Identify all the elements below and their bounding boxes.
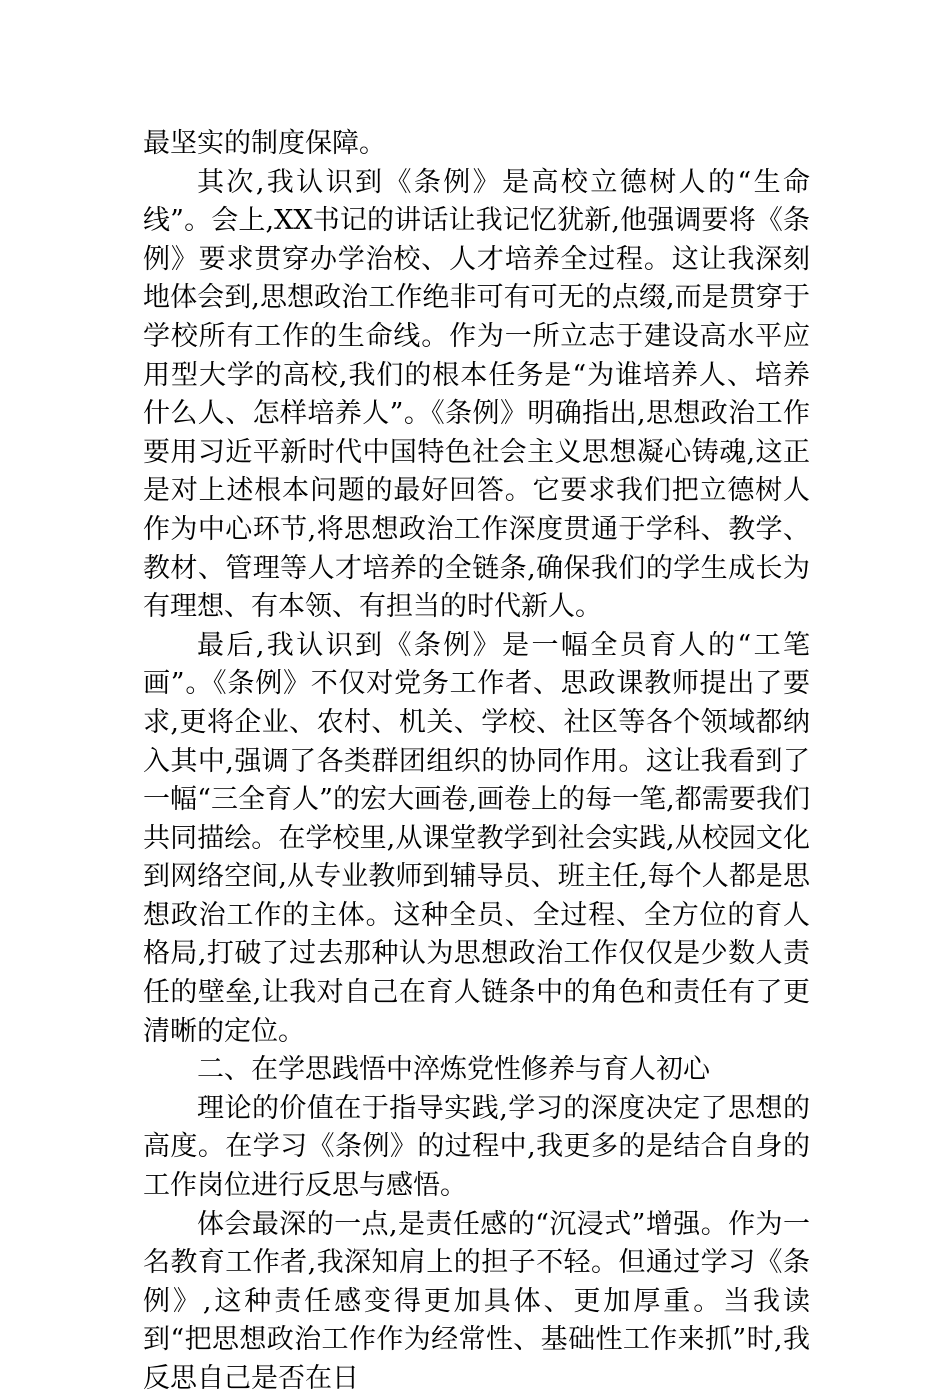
- paragraph-theory-practice: 理论的价值在于指导实践,学习的深度决定了思想的高度。在学习《条例》的过程中,我更多的是结合自身的工作岗位进行反思与感悟。: [143, 1092, 810, 1202]
- paragraph-whole-staff: 最后,我认识到《条例》是一幅全员育人的“工笔画”。《条例》不仅对党务工作者、思政课教师提出了要求,更将企业、农村、机关、学校、社区等各个领域都纳入其中,强调了各类群团组织的协同作用。这让我看到了一幅“三全育人”的宏大画卷,画卷上的每一笔,都需要我们共同描绘。在学校里,从课堂教学到社会实践,从校园文化到网络空间,从专业教师到辅导员、班主任,每个人都是思想政治工作的主体。这种全员、全过程、全方位的育人格局,打破了过去那种认为思想政治工作仅仅是少数人责任的壁垒,让我对自己在育人链条中的角色和责任有了更清晰的定位。: [143, 629, 810, 1047]
- paragraph-continuation: 最坚实的制度保障。: [143, 128, 386, 159]
- paragraph-lifeline: 其次,我认识到《条例》是高校立德树人的“生命线”。会上,XX书记的讲话让我记忆犹新,他强调要将《条例》要求贯穿办学治校、人才培养全过程。这让我深刻地体会到,思想政治工作绝非可有可无的点缀,而是贯穿于学校所有工作的生命线。作为一所立志于建设高水平应用型大学的高校,我们的根本任务是“为谁培养人、培养什么人、怎样培养人”。《条例》明确指出,思想政治工作要用习近平新时代中国特色社会主义思想凝心铸魂,这正是对上述根本问题的最好回答。它要求我们把立德树人作为中心环节,将思想政治工作深度贯通于学科、教学、教材、管理等人才培养的全链条,确保我们的学生成长为有理想、有本领、有担当的时代新人。: [143, 166, 810, 623]
- paragraph-responsibility: 体会最深的一点,是责任感的“沉浸式”增强。作为一名教育工作者,我深知肩上的担子不轻。但通过学习《条例》,这种责任感变得更加具体、更加厚重。当我读到“把思想政治工作作为经常性、基础性工作来抓”时,我反思自己是否在日: [143, 1208, 810, 1394]
- section-heading: 二、在学思践悟中淬炼党性修养与育人初心: [197, 1054, 710, 1086]
- document-body: [143, 125, 810, 1399]
